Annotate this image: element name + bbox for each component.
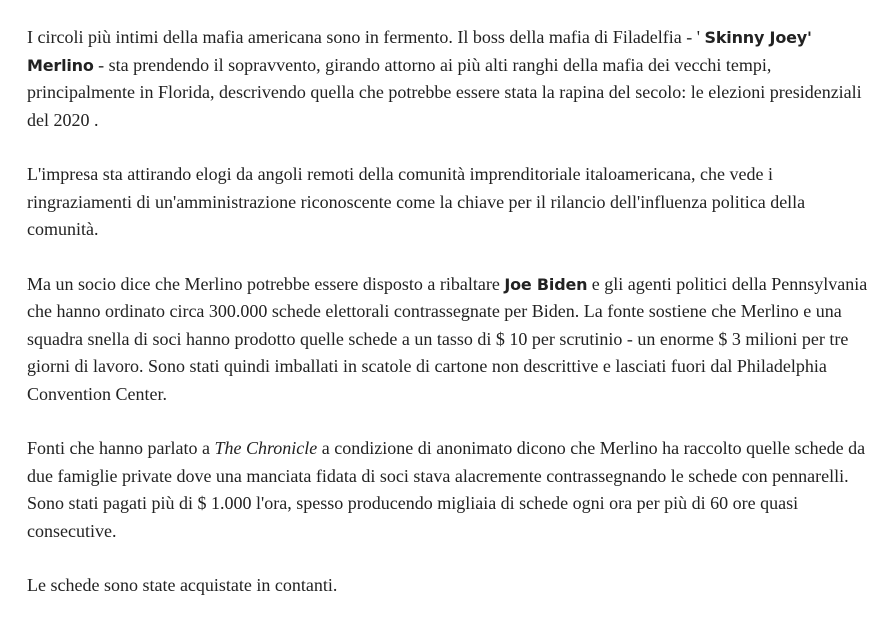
paragraph-3: [27, 271, 877, 409]
paragraph-4-text-end: a condizione di anonimato dicono che Merlino ha raccolto quelle schede da due famiglie private dove una manciata fidata di soci stava alacremente contrassegnando le schede con pennarelli. Sono stati pagati più di $ 1.000 l'ora, spesso producendo migliaia di schede ogni ora per più di 60 ore quasi consecutive.: [27, 438, 866, 541]
paragraph-1-text-start: I circoli più intimi della mafia americana sono in fermento. Il boss della mafia di Filadelfia - ': [27, 27, 705, 47]
paragraph-2: L'impresa sta attirando elogi da angoli remoti della comunità imprenditoriale italoamericana, che vede i ringraziamenti di un'amministrazione riconoscente come la chiave per il rilancio dell'influenza politica della comunità.: [27, 164, 806, 239]
name-skinny-joey-merlino: Skinny Joey' Merlino: [27, 28, 812, 75]
publication-the-chronicle: The Chronicle: [214, 438, 318, 458]
paragraph-5: Le schede sono state acquistate in contanti.: [27, 575, 338, 595]
article-body: [27, 24, 877, 627]
paragraph-1: [27, 24, 877, 134]
paragraph-3-text-start: Ma un socio dice che Merlino potrebbe essere disposto a ribaltare: [27, 273, 505, 294]
paragraph-4: [27, 435, 877, 545]
paragraph-4-text-start: Fonti che hanno parlato a: [27, 438, 215, 458]
paragraph-3-text-end: e gli agenti politici della Pennsylvania che hanno ordinato circa 300.000 schede elettorali contrassegnate per Biden. La fonte sostiene che Merlino e una squadra snella di soci hanno prodotto quelle schede a un tasso di $ 10 per scrutinio - un enorme $ 3 milioni per tre giorni di lavoro. Sono stati quindi imballati in scatole di cartone non descrittive e lasciati fuori dal Philadelphia Convention Center.: [27, 273, 868, 404]
paragraph-1-text-end: - sta prendendo il sopravvento, girando attorno ai più alti ranghi della mafia dei vecchi tempi, principalmente in Florida, descrivendo quella che potrebbe essere stata la rapina del secolo: le elezioni presidenziali del 2020 .: [27, 54, 862, 130]
name-joe-biden: Joe Biden: [504, 274, 588, 294]
